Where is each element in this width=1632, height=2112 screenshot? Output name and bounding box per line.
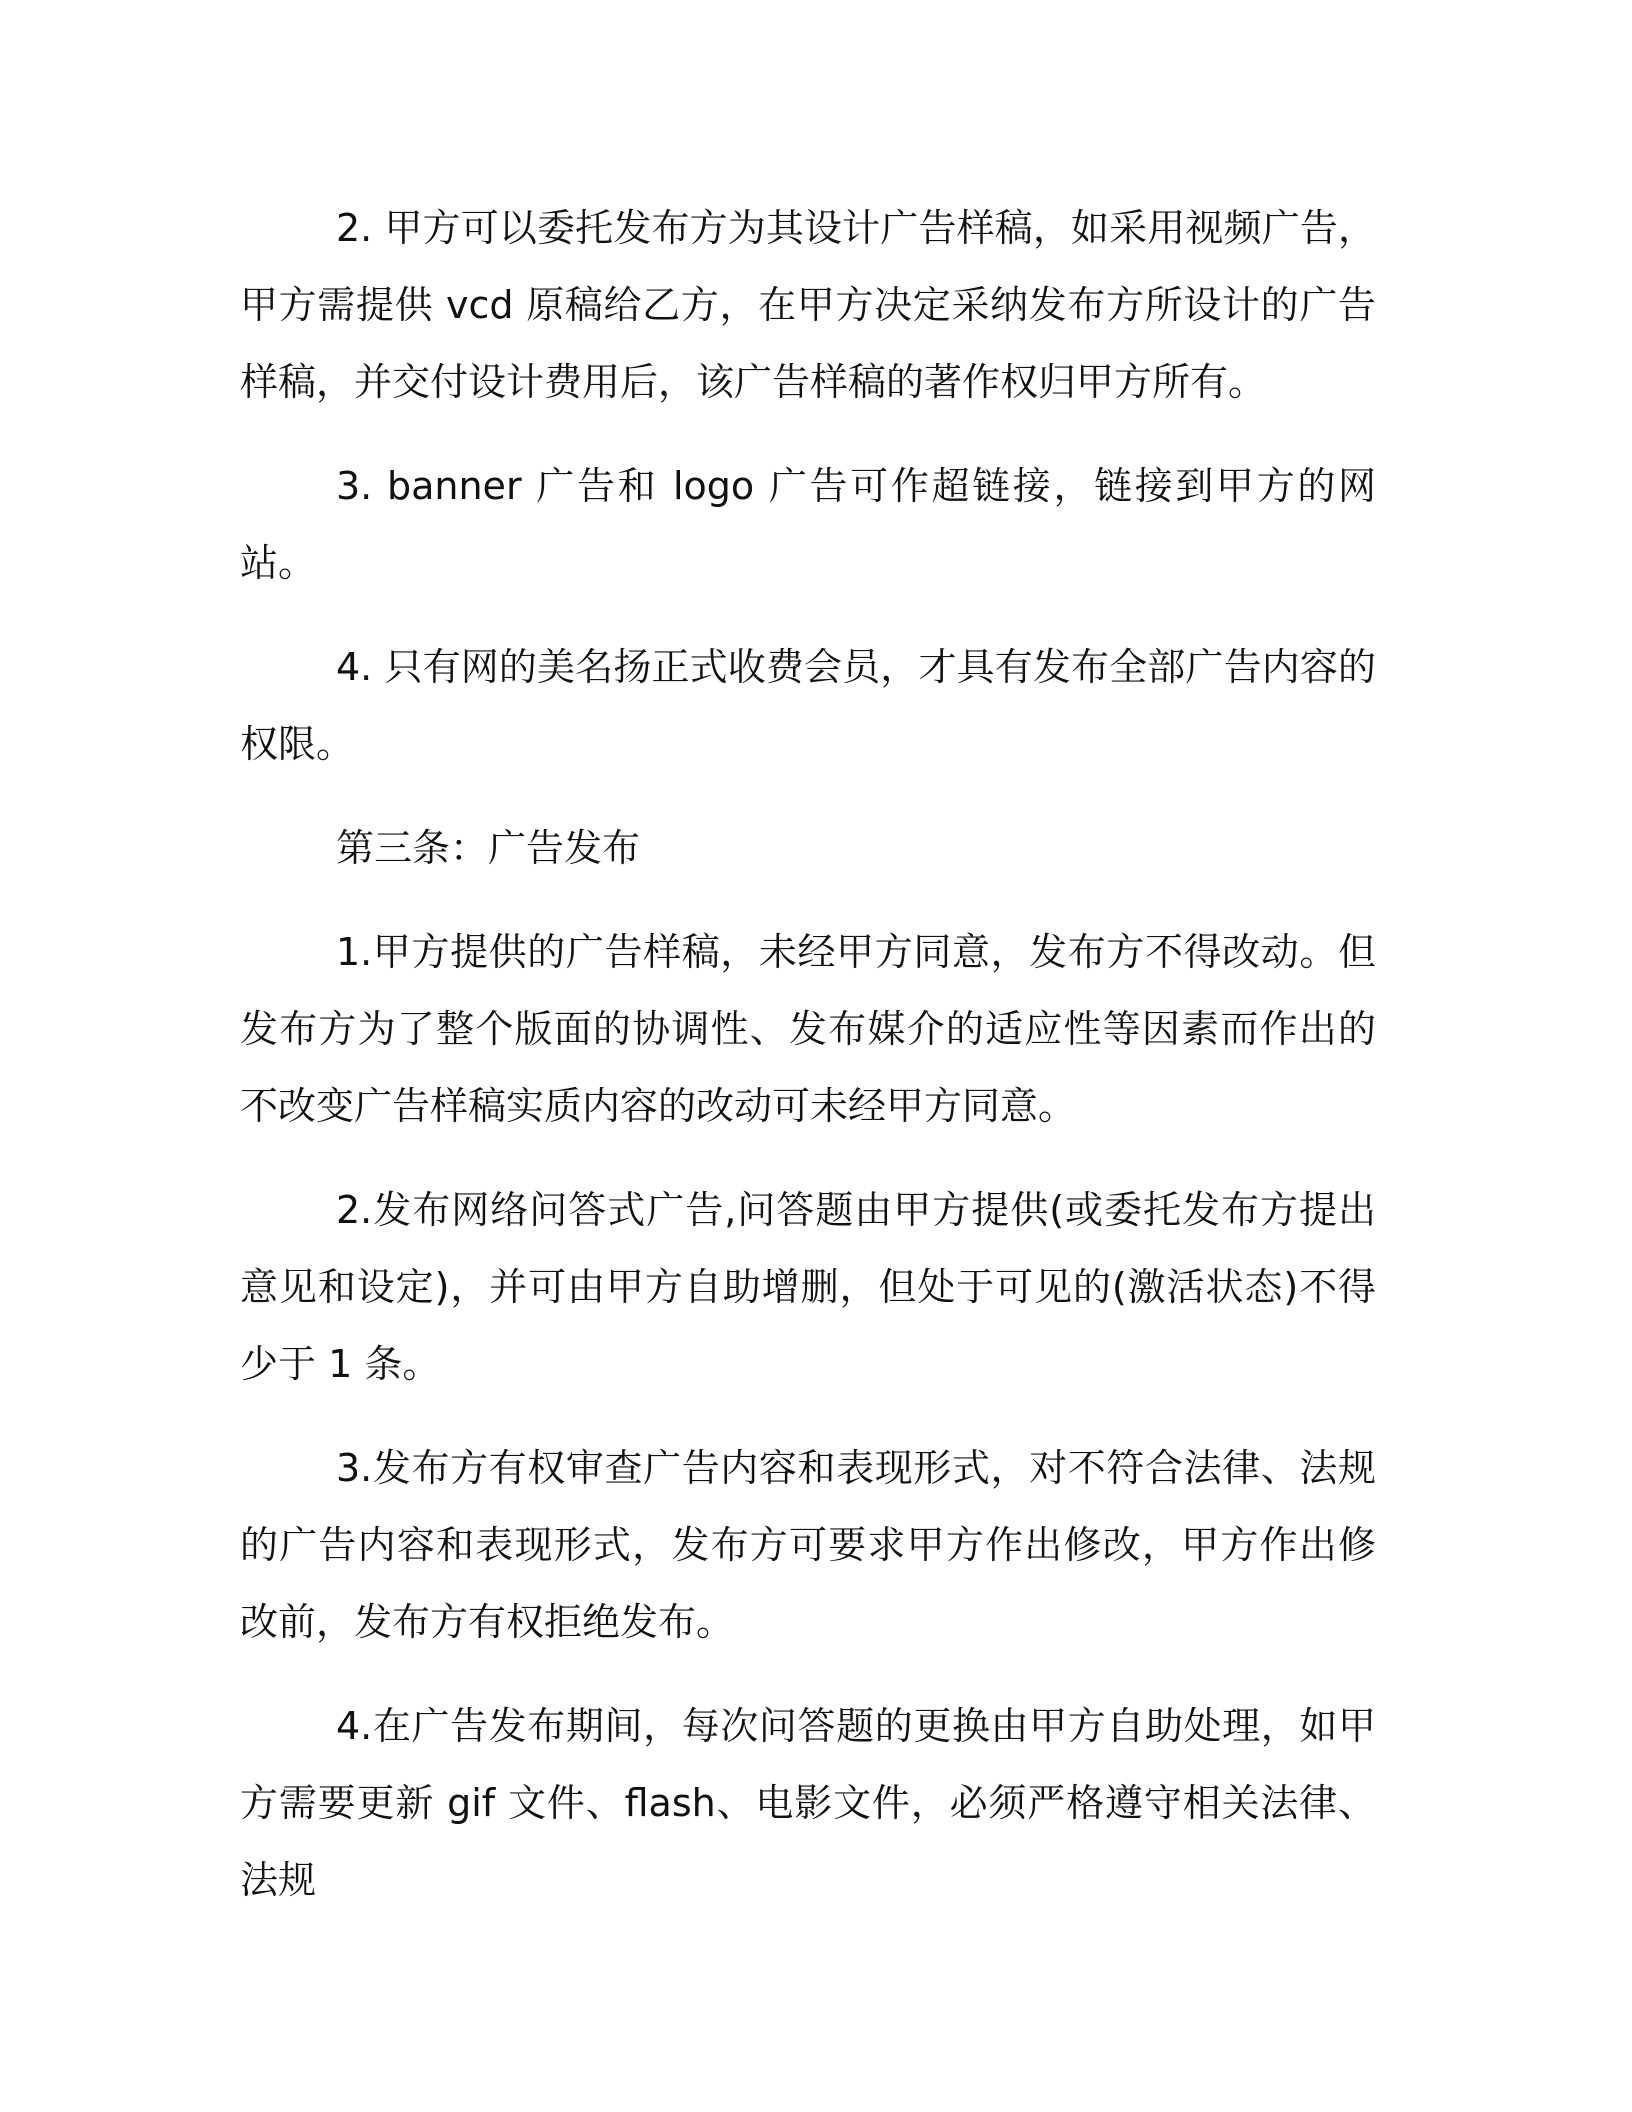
paragraph-clause-3-1: 1.甲方提供的广告样稿，未经甲方同意，发布方不得改动。但发布方为了整个版面的协调性、发布媒介的适应性等因素而作出的不改变广告样稿实质内容的改动可未经甲方同意。 [240, 930, 1376, 1128]
paragraph-clause-3-2: 2.发布网络问答式广告,问答题由甲方提供(或委托发布方提出意见和设定)，并可由甲方自助增删，但处于可见的(激活状态)不得少于 1 条。 [240, 1188, 1376, 1386]
document-body [240, 190, 1376, 1946]
section-heading-article-3: 第三条：广告发布 [336, 826, 641, 870]
paragraph-clause-2-3: 3. banner 广告和 logo 广告可作超链接，链接到甲方的网站。 [240, 464, 1376, 585]
paragraph-clause-3-4: 4.在广告发布期间，每次问答题的更换由甲方自助处理，如甲方需要更新 gif 文件、flash、电影文件，必须严格遵守相关法律、法规 [240, 1704, 1376, 1902]
paragraph-clause-2-2: 2. 甲方可以委托发布方为其设计广告样稿，如采用视频广告，甲方需提供 vcd 原稿给乙方，在甲方决定采纳发布方所设计的广告样稿，并交付设计费用后，该广告样稿的著作权归甲方所有。 [240, 206, 1376, 404]
paragraph-clause-2-4: 4. 只有网的美名扬正式收费会员，才具有发布全部广告内容的权限。 [240, 645, 1376, 766]
paragraph-clause-3-3: 3.发布方有权审查广告内容和表现形式，对不符合法律、法规的广告内容和表现形式，发布方可要求甲方作出修改，甲方作出修改前，发布方有权拒绝发布。 [240, 1446, 1376, 1644]
